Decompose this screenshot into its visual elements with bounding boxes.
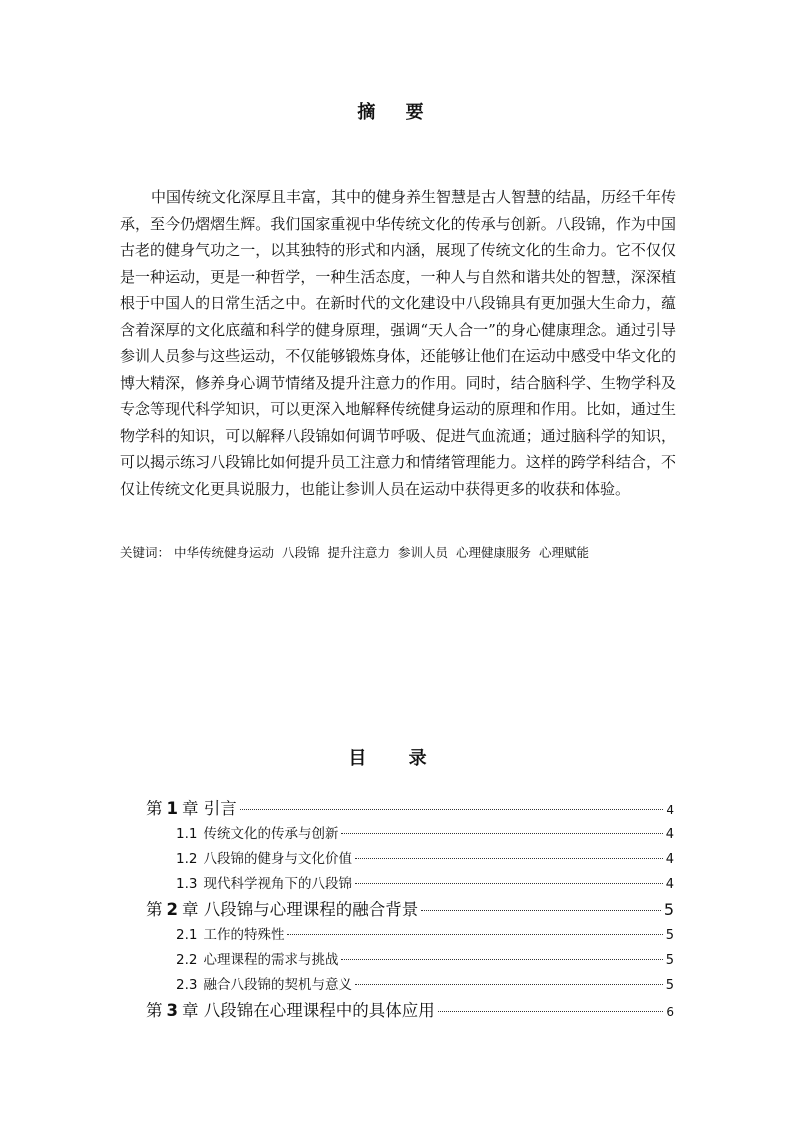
toc-entry-title: 八段锦的健身与文化价值 <box>203 851 352 867</box>
abstract-body: 中国传统文化深厚且丰富，其中的健身养生智慧是古人智慧的结晶，历经千年传承，至今仍熠熠生辉。我们国家重视中华传统文化的传承与创新。八段锦，作为中国古老的健身气功之一，以其独特的形式和内涵，展现了传统文化的生命力。它不仅仅是一种运动，更是一种哲学，一种生活态度，一种人与自然和谐共处的智慧，深深植根于中国人的日常生活之中。在新时代的文化建设中八段锦具有更加强大生命力，蕴含着深厚的文化底蕴和科学的健身原理，强调“天人合一”的身心健康理念。通过引导参训人员参与这些运动，不仅能够锻炼身体，还能够让他们在运动中感受中华文化的博大精深，修养身心调节情绪及提升注意力的作用。同时，结合脑科学、生物学科及专念等现代科学知识，可以更深入地解释传统健身运动的原理和作用。比如，通过生物学科的知识，可以解释八段锦如何调节呼吸、促进气血流通；通过脑科学的知识，可以揭示练习八段锦比如何提升员工注意力和情绪管理能力。这样的跨学科结合，不仅让传统文化更具说服力，也能让参训人员在运动中获得更多的收获和体验。 <box>120 188 677 498</box>
toc-entry-title: 工作的特殊性 <box>203 927 285 943</box>
toc-number: 2.3 <box>176 977 198 993</box>
toc-page-number: 4 <box>665 852 674 867</box>
keywords-label: 关键词： <box>120 545 171 560</box>
toc-number: 1.2 <box>176 851 198 867</box>
toc-entry-title: 章 八段锦与心理课程的融合背景 <box>181 900 419 919</box>
keyword: 中华传统健身运动 <box>174 545 275 560</box>
toc-leader <box>341 833 662 834</box>
toc-entry-title: 章 八段锦在心理课程中的具体应用 <box>181 1001 435 1020</box>
keyword: 提升注意力 <box>327 545 391 560</box>
toc-entry-title: 融合八段锦的契机与意义 <box>203 977 352 993</box>
table-of-contents <box>146 796 674 1024</box>
toc-page-number: 6 <box>666 1005 674 1019</box>
toc-entry-title: 现代科学视角下的八段锦 <box>203 876 352 892</box>
keywords-line <box>120 543 676 561</box>
toc-entry-2-3[interactable] <box>146 973 674 998</box>
toc-leader <box>355 858 663 859</box>
toc-leader <box>438 1011 664 1012</box>
toc-leader <box>355 984 663 985</box>
toc-leader <box>421 910 661 911</box>
toc-number: 2.1 <box>176 927 198 943</box>
toc-title: 目 录 <box>348 748 445 769</box>
toc-number: 1.3 <box>176 876 198 892</box>
toc-page-number: 5 <box>665 928 674 943</box>
keyword: 八段锦 <box>282 545 320 560</box>
toc-leader <box>355 883 663 884</box>
toc-entry-2-2[interactable] <box>146 948 674 973</box>
toc-prefix: 第 <box>146 900 163 919</box>
toc-entry-title: 心理课程的需求与挑战 <box>203 952 339 968</box>
toc-entry-title: 传统文化的传承与创新 <box>203 826 339 842</box>
toc-number: 3 <box>166 1001 178 1020</box>
keyword: 参训人员 <box>398 545 449 560</box>
toc-prefix: 第 <box>146 1001 163 1020</box>
toc-entry-chapter-2[interactable] <box>146 897 674 923</box>
toc-entry-2-1[interactable] <box>146 923 674 948</box>
toc-entry-1-1[interactable] <box>146 822 674 847</box>
toc-entry-1-2[interactable] <box>146 847 674 872</box>
toc-number: 1 <box>166 799 178 818</box>
keyword: 心理健康服务 <box>456 545 532 560</box>
toc-prefix: 第 <box>146 799 163 818</box>
abstract-title: 摘 要 <box>357 102 436 123</box>
toc-page-number: 4 <box>665 827 674 842</box>
keyword: 心理赋能 <box>539 545 590 560</box>
toc-page-number: 5 <box>663 900 674 919</box>
toc-page-number: 4 <box>666 803 674 817</box>
toc-entry-chapter-1[interactable] <box>146 796 674 822</box>
toc-page-number: 5 <box>665 978 674 993</box>
toc-number: 1.1 <box>176 826 198 842</box>
toc-entry-chapter-3[interactable] <box>146 998 674 1024</box>
toc-leader <box>287 934 662 935</box>
toc-entry-1-3[interactable] <box>146 872 674 897</box>
toc-number: 2.2 <box>176 952 198 968</box>
toc-entry-title: 章 引言 <box>181 799 237 818</box>
toc-page-number: 5 <box>665 953 674 968</box>
toc-page-number: 4 <box>665 877 674 892</box>
toc-number: 2 <box>166 900 178 919</box>
toc-leader <box>240 809 664 810</box>
toc-leader <box>341 959 662 960</box>
